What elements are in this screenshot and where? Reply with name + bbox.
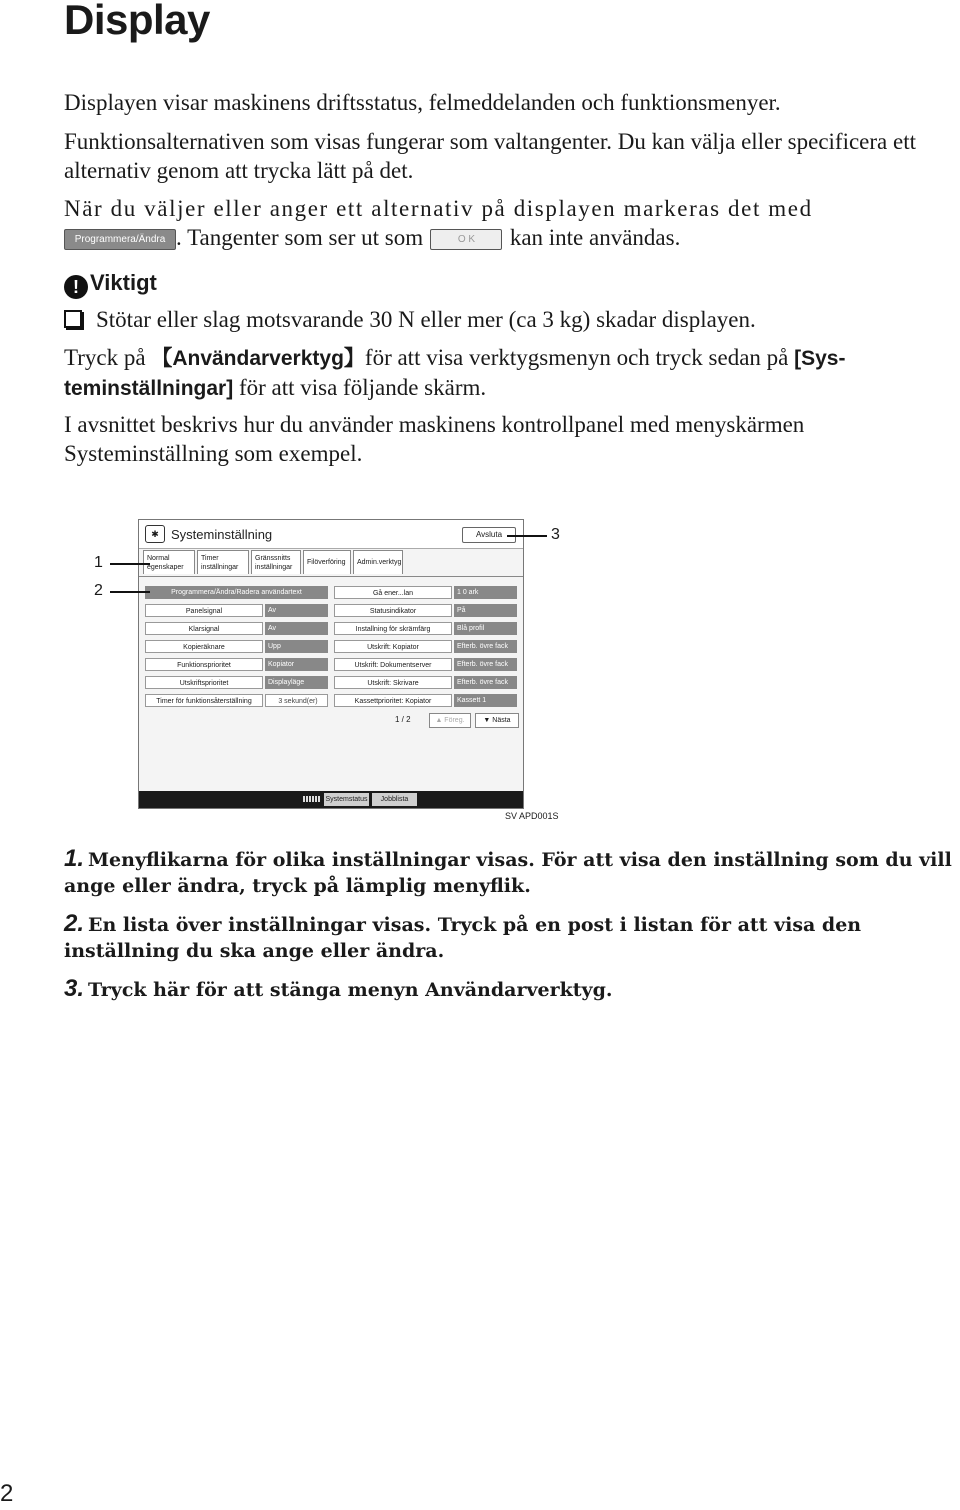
important-heading [64,270,157,299]
note-number: 1. [64,845,85,872]
setting-label: Klarsignal [145,622,263,635]
page-number: 2 [0,1480,14,1507]
setting-value: Efterb. övre fack [454,658,517,671]
page-title: Display [64,0,210,43]
setting-value: Av [265,622,328,635]
callout-1: 1 [94,554,103,571]
job-list-button[interactable]: Jobblista [372,793,417,806]
setting-label: Utskrift: Kopiator [334,640,452,653]
user-tools-key: 【Användarverktyg】 [151,347,365,370]
intro-paragraph: Displayen visar maskinens driftsstatus, felmeddelanden och funktionsmenyer. [64,90,781,115]
setting-value: Kopiator [265,658,328,671]
callout-2: 2 [94,582,103,599]
system-settings-key-b: teminställningar] [64,377,234,400]
setting-label: Utskriftsprioritet [145,676,263,689]
screen-titlebar [139,520,523,549]
setting-value: 3 sekund(er) [265,694,328,707]
selection-text-3: kan inte användas. [509,225,681,250]
instr-pre: Tryck på [64,345,152,370]
selected-key-example: Programmera/Ändra [64,229,176,250]
status-bar [139,791,523,808]
setting-row[interactable] [145,622,328,635]
important-text: Stötar eller slag motsvarande 30 N eller mer (ca 3 kg) skadar displayen. [96,307,756,332]
note-text: Tryck här för att stänga menyn Användarverktyg. [88,979,613,1001]
setting-value: Efterb. övre fack [454,676,517,689]
tools-icon: ✱ [145,525,165,543]
setting-label: Kopieräknare [145,640,263,653]
instruction-paragraph [64,343,960,403]
note-text: Menyflikarna för olika inställningar visas. För att visa den inställning som du vill ange eller ändra, tryck på lämplig menyflik. [64,849,952,897]
setting-row[interactable] [145,586,328,599]
setting-label: Programmera/Ändra/Radera användartext [145,586,328,599]
warning-icon: ! [64,275,88,299]
prev-page-button[interactable]: ▲ Föreg. [429,713,471,728]
setting-row[interactable] [334,586,517,599]
note-text: En lista över inställningar visas. Tryck på en post i listan för att visa den inställning du ska ange eller ändra. [64,914,862,962]
setting-value: Av [265,604,328,617]
setting-row[interactable] [145,658,328,671]
callout-3-line [507,535,547,537]
setting-row[interactable] [145,640,328,653]
setting-value: 1 0 ark [454,586,517,599]
selection-paragraph [64,194,960,252]
setting-value: Kassett 1 [454,694,517,707]
setting-row[interactable] [334,640,517,653]
setting-label: Gå ener...lan [334,586,452,599]
setting-row[interactable] [334,694,517,707]
note-number: 3. [64,975,85,1002]
note-2 [64,911,960,964]
setting-row[interactable] [334,658,517,671]
setting-label: Utskrift: Skrivare [334,676,452,689]
note-number: 2. [64,910,85,937]
screen-title: Systeminställning [171,527,273,542]
important-label: Viktigt [90,270,157,295]
setting-label: Panelsignal [145,604,263,617]
setting-label: Utskrift: Dokumentserver [334,658,452,671]
figure-caption: SV APD001S [505,811,559,821]
selection-text-1: När du väljer eller anger ett alternativ på displayen markeras det med [64,196,813,221]
tab-admin-tools[interactable]: Admin.verktyg [353,550,403,574]
tab-interface[interactable]: Gränssnitts inställningar [251,550,301,574]
setting-value: Blå profil [454,622,517,635]
setting-label: Timer för funktionsåterställning [145,694,263,707]
setting-value: Displayläge [265,676,328,689]
setting-row[interactable] [145,676,328,689]
instr-post: för att visa följande skärm. [233,375,487,400]
selection-text-2: . Tangenter som ser ut som [176,225,424,250]
next-page-button[interactable]: ▼ Nästa [475,713,519,728]
setting-row[interactable] [145,694,328,707]
instr-mid: för att visa verktygsmenyn och tryck sedan på [364,345,795,370]
system-status-button[interactable]: Systemstatus [324,793,369,806]
disabled-key-example: O K [430,229,502,250]
tab-general[interactable]: Normal egenskaper [143,550,195,574]
note-3 [64,976,960,1003]
tab-file-transfer[interactable]: Filöverföring [303,550,351,574]
callout-1-line [110,563,150,565]
checkbox-icon [64,310,82,328]
setting-label: Funktionsprioritet [145,658,263,671]
setting-label: Kassettprioritet: Kopiator [334,694,452,707]
setting-row[interactable] [334,676,517,689]
settings-screen [138,519,524,809]
setting-value: Upp [265,640,328,653]
section-paragraph: I avsnittet beskrivs hur du använder maskinens kontrollpanel med menyskärmen Systeminställning som exempel. [64,412,805,466]
function-paragraph: Funktionsalternativen som visas fungerar som valtangenter. Du kan välja eller specificera ett alternativ genom att trycka lätt på det. [64,129,916,183]
page-indicator: 1 / 2 [395,715,411,724]
counter-icon [303,796,321,802]
setting-row[interactable] [145,604,328,617]
setting-value: Efterb. övre fack [454,640,517,653]
setting-label: Statusindikator [334,604,452,617]
setting-row[interactable] [334,622,517,635]
important-item [64,305,960,334]
system-settings-key-a: [Sys- [794,347,846,370]
tab-divider [139,576,523,577]
exit-button[interactable]: Avsluta [462,527,516,543]
callout-3: 3 [551,526,560,543]
setting-label: Installning för skrämfärg [334,622,452,635]
callout-2-line [110,591,150,593]
tab-timer[interactable]: Timer inställningar [197,550,249,574]
setting-value: På [454,604,517,617]
setting-row[interactable] [334,604,517,617]
note-1 [64,846,960,899]
